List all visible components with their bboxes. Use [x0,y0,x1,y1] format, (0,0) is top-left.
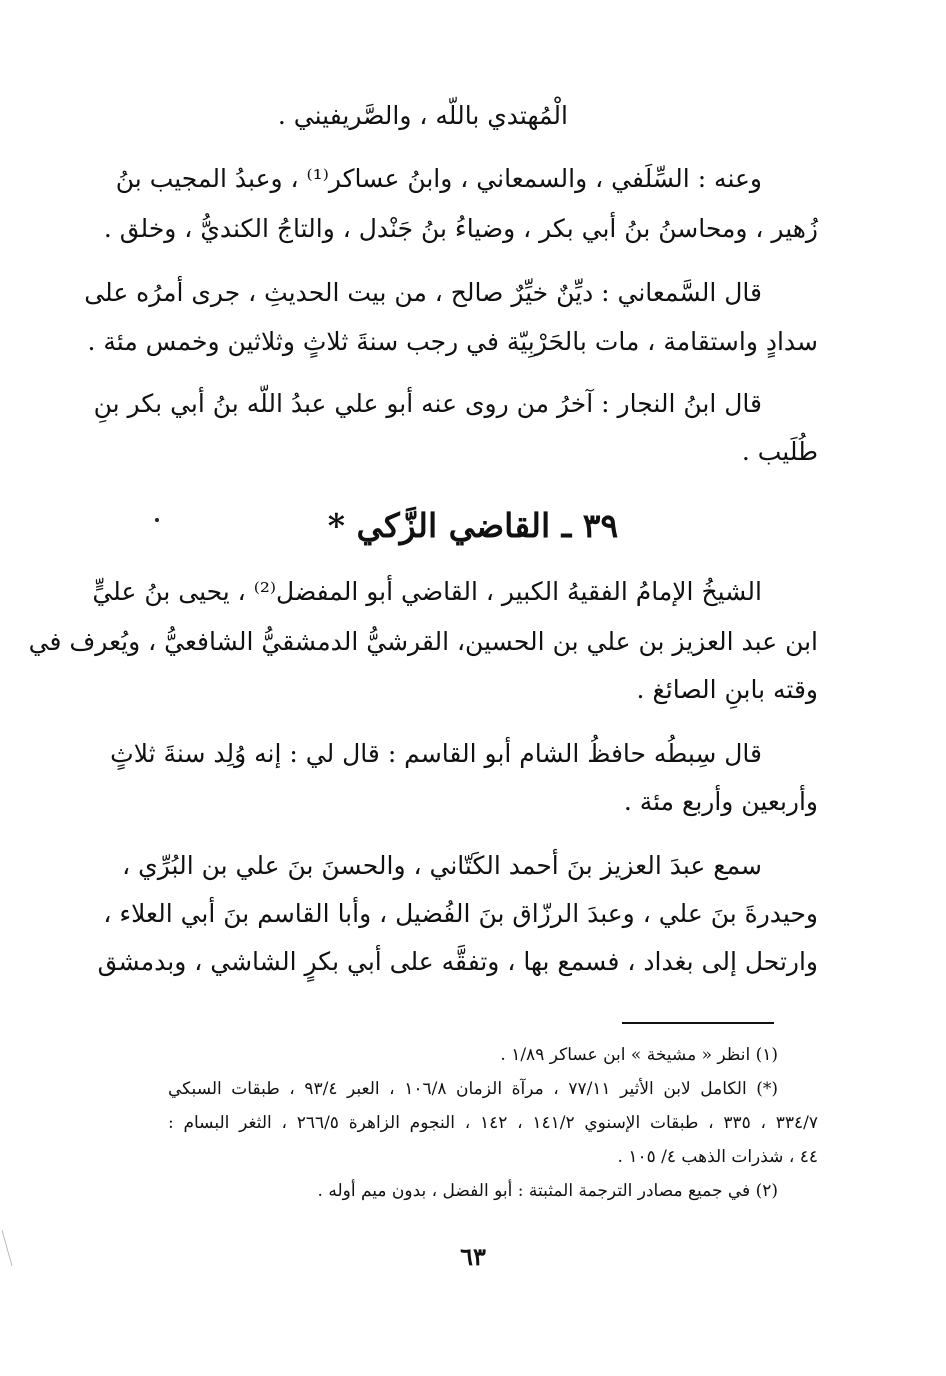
footnote: (٢) في جميع مصادر الترجمة المثبتة : أبو الفضل ، بدون ميم أوله . [317,1181,778,1201]
text-line: سمع عبدَ العزيز بنَ أحمد الكَتّاني ، والحسنَ بنَ علي بن البُرِّي ، [122,851,762,880]
text-line: زُهير ، ومحاسنُ بنُ أبي بكر ، وضياءُ بنُ جَنْدل ، والتاجُ الكنديُّ ، وخلق . [103,214,818,243]
scan-artifact [0,1228,20,1268]
text-line: وعنه : السِّلَفي ، والسمعاني ، وابنُ عساكر⁽¹⁾ ، وعبدُ المجيب بنُ [115,164,762,193]
text-line: ابن عبد العزيز بن علي بن الحسين، القرشيُّ الدمشقيُّ الشافعيُّ ، ويُعرف في [28,627,818,656]
text-line: وارتحل إلى بغداد ، فسمع بها ، وتفقَّه على أبي بكرٍ الشاشي ، وبدمشق [97,947,818,976]
text-line: وأربعين وأربع مئة . [623,787,818,816]
section-heading: ٣٩ ـ القاضي الزَّكي * [327,506,619,545]
text-line: الْمُهتدي باللّه ، والصَّريفيني . [277,101,568,130]
text-line: قال ابنُ النجار : آخرُ من روى عنه أبو علي عبدُ اللّه بنُ أبي بكر بنِ [93,389,762,418]
text-line: سدادٍ واستقامة ، مات بالحَرْبِيّة في رجب سنةَ ثلاثٍ وثلاثين وخمس مئة . [87,327,818,356]
footnote-separator [622,1022,774,1024]
page-number: ٦٣ [460,1242,486,1271]
footnote: ٣٣٤/٧ ، ٣٣٥ ، طبقات الإسنوي ١٤١/٢ ، ١٤٢ ، النجوم الزاهرة ٢٦٦/٥ ، الثغر البسام : [168,1113,819,1133]
text-line: وحيدرةَ بنَ علي ، وعبدَ الرزّاق بنَ الفُضيل ، وأبا القاسم بنَ أبي العلاء ، [103,899,818,928]
text-line: طُلَيب . [741,437,818,466]
text-line: قال سِبطُه حافظُ الشام أبو القاسم : قال لي : إنه وُلِد سنةَ ثلاثٍ [110,739,762,768]
footnote: (*) الكامل لابن الأثير ٧٧/١١ ، مرآة الزمان ١٠٦/٨ ، العبر ٩٣/٤ ، طبقات السبكي [168,1079,779,1099]
text-line: قال السَّمعاني : ديِّنٌ خيِّرٌ صالح ، من بيت الحديثِ ، جرى أمرُه على [84,278,762,307]
text-line: الشيخُ الإمامُ الفقيهُ الكبير ، القاضي أبو المفضل⁽²⁾ ، يحيى بنُ عليٍّ [92,577,762,606]
footnote: (١) انظر « مشيخة » ابن عساكر ١/٨٩ . [500,1045,778,1065]
footnote: ٤٤ ، شذرات الذهب ٤/ ١٠٥ . [617,1147,818,1167]
text-line: وقته بابنِ الصائغ . [636,675,818,704]
